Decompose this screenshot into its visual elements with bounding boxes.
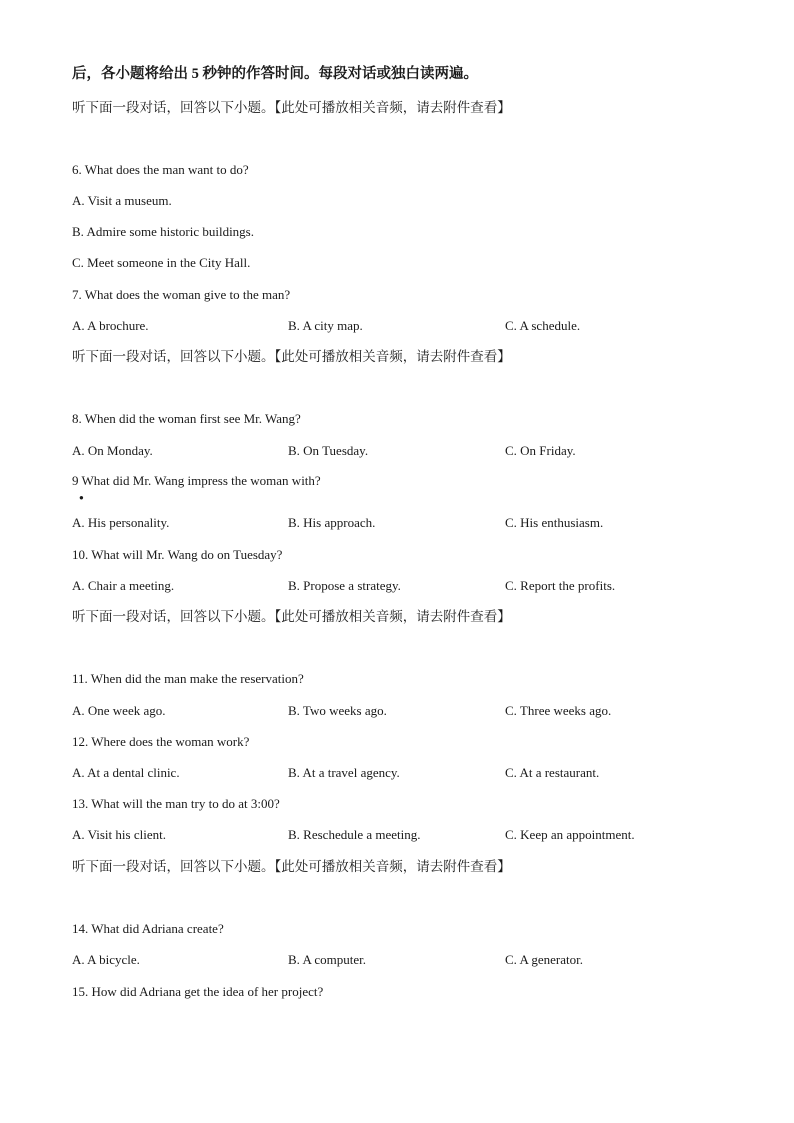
question-11: 11. When did the man make the reservation?: [72, 671, 304, 686]
question-14-option-c: C. A generator.: [505, 952, 583, 967]
question-14-option-b: B. A computer.: [288, 952, 366, 967]
question-12-option-a: A. At a dental clinic.: [72, 765, 180, 780]
question-10-option-b: B. Propose a strategy.: [288, 578, 401, 593]
stray-dot-mark: ●: [79, 493, 84, 502]
question-14-option-a: A. A bicycle.: [72, 952, 140, 967]
question-14: 14. What did Adriana create?: [72, 921, 224, 936]
section-instruction: 听下面一段对话，回答以下小题。【此处可播放相关音频，请去附件查看】: [72, 609, 511, 624]
question-12-option-c: C. At a restaurant.: [505, 765, 600, 780]
question-10: 10. What will Mr. Wang do on Tuesday?: [72, 547, 283, 562]
question-8: 8. When did the woman first see Mr. Wang?: [72, 411, 301, 426]
question-13-option-c: C. Keep an appointment.: [505, 827, 635, 842]
question-8-option-b: B. On Tuesday.: [288, 443, 369, 458]
section-instruction: 听下面一段对话，回答以下小题。【此处可播放相关音频，请去附件查看】: [72, 859, 511, 874]
question-6-option-c: C. Meet someone in the City Hall.: [72, 255, 251, 270]
section-instruction: 听下面一段对话，回答以下小题。【此处可播放相关音频，请去附件查看】: [72, 100, 511, 115]
question-13-option-a: A. Visit his client.: [72, 827, 166, 842]
question-7-option-b: B. A city map.: [288, 318, 363, 333]
question-13: 13. What will the man try to do at 3:00?: [72, 796, 280, 811]
question-8-option-c: C. On Friday.: [505, 443, 576, 458]
question-15: 15. How did Adriana get the idea of her project?: [72, 984, 324, 999]
question-11-option-c: C. Three weeks ago.: [505, 703, 612, 718]
question-9-option-c: C. His enthusiasm.: [505, 515, 604, 530]
intro-text: 后，各小题将给出 5 秒钟的作答时间。每段对话或独白读两遍。: [72, 66, 478, 82]
question-13-option-b: B. Reschedule a meeting.: [288, 827, 421, 842]
question-9-option-a: A. His personality.: [72, 515, 170, 530]
question-10-option-a: A. Chair a meeting.: [72, 578, 175, 593]
question-7-option-c: C. A schedule.: [505, 318, 581, 333]
question-6-option-b: B. Admire some historic buildings.: [72, 224, 254, 239]
question-11-option-b: B. Two weeks ago.: [288, 703, 387, 718]
question-9: 9 What did Mr. Wang impress the woman with?: [72, 473, 321, 488]
question-6-option-a: A. Visit a museum.: [72, 193, 172, 208]
section-instruction: 听下面一段对话，回答以下小题。【此处可播放相关音频，请去附件查看】: [72, 349, 511, 364]
question-12-option-b: B. At a travel agency.: [288, 765, 400, 780]
question-6: 6. What does the man want to do?: [72, 162, 249, 177]
question-7-option-a: A. A brochure.: [72, 318, 149, 333]
question-8-option-a: A. On Monday.: [72, 443, 153, 458]
question-7: 7. What does the woman give to the man?: [72, 287, 291, 302]
question-10-option-c: C. Report the profits.: [505, 578, 616, 593]
question-9-option-b: B. His approach.: [288, 515, 376, 530]
question-12: 12. Where does the woman work?: [72, 734, 250, 749]
question-11-option-a: A. One week ago.: [72, 703, 166, 718]
